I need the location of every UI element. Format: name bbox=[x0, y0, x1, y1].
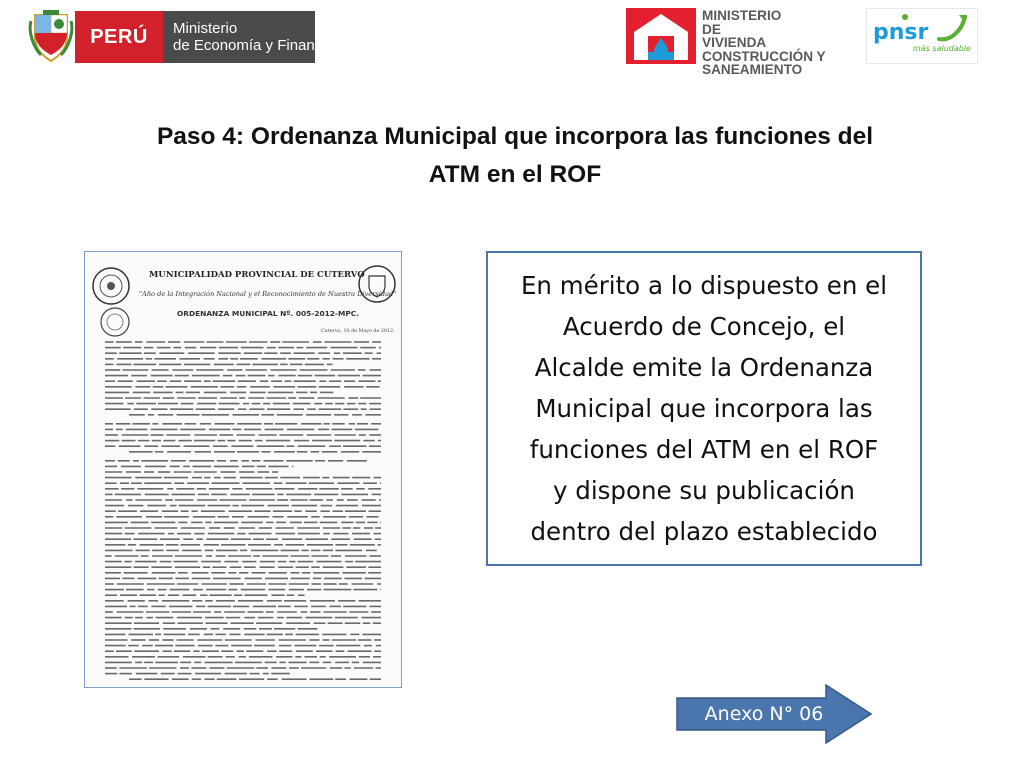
doc-body-text bbox=[105, 342, 381, 679]
vivienda-line-2: DE bbox=[702, 21, 721, 37]
doc-date: Cutervo, 10 de Mayo de 2012. bbox=[321, 329, 395, 334]
pnsr-tagline: más saludable bbox=[913, 44, 971, 53]
pnsr-name: pnsr bbox=[873, 20, 929, 45]
ministry-line-1: Ministerio bbox=[173, 20, 238, 37]
peru-mef-logo bbox=[27, 9, 339, 64]
vivienda-line-5: SANEAMIENTO bbox=[702, 62, 803, 77]
municipal-seal-icon bbox=[93, 268, 129, 304]
ministerio-vivienda-logo bbox=[626, 8, 856, 77]
explanation-line: funciones del ATM en el ROF bbox=[529, 435, 879, 464]
pnsr-logo bbox=[866, 8, 978, 64]
explanation-line: y dispone su publicación bbox=[553, 476, 855, 505]
vivienda-line-3: VIVIENDA bbox=[702, 35, 767, 50]
doc-heading: MUNICIPALIDAD PROVINCIAL DE CUTERVO bbox=[149, 270, 365, 280]
explanation-line: Alcalde emite la Ordenanza bbox=[534, 353, 874, 382]
peru-label: PERÚ bbox=[75, 11, 163, 63]
pnsr-swoosh-icon bbox=[867, 9, 977, 63]
title-line-1: Paso 4: Ordenanza Municipal que incorpora las funciones del bbox=[156, 123, 874, 150]
anexo-arrow-button[interactable] bbox=[676, 684, 872, 744]
peru-coat-of-arms-icon bbox=[27, 9, 75, 64]
vivienda-line-1: MINISTERIO bbox=[702, 8, 782, 23]
round-stamp-icon bbox=[101, 308, 129, 336]
ministry-line-2: de Economía y Finanzas bbox=[173, 37, 339, 54]
explanation-line: En mérito a lo dispuesto en el bbox=[520, 271, 888, 300]
vivienda-text bbox=[702, 9, 826, 77]
title-line-2: ATM en el ROF bbox=[428, 161, 602, 188]
ordinance-document-image bbox=[84, 251, 402, 688]
explanation-text bbox=[521, 265, 887, 552]
explanation-line: Acuerdo de Concejo, el bbox=[562, 312, 846, 341]
explanation-box bbox=[486, 251, 922, 566]
doc-ordinance-number: ORDENANZA MUNICIPAL Nº. 005-2012-MPC. bbox=[177, 309, 359, 318]
ministry-name bbox=[163, 11, 339, 63]
house-drop-icon bbox=[626, 8, 696, 64]
explanation-line: dentro del plazo establecido bbox=[530, 517, 878, 546]
explanation-line: Municipal que incorpora las bbox=[535, 394, 873, 423]
anexo-label: Anexo N° 06 bbox=[704, 703, 824, 725]
slide-title bbox=[60, 118, 970, 194]
vivienda-line-4: CONSTRUCCIÓN Y bbox=[702, 48, 826, 64]
doc-motto: "Año de la Integración Nacional y el Reconocimiento de Nuestra Diversidad" bbox=[139, 290, 397, 298]
